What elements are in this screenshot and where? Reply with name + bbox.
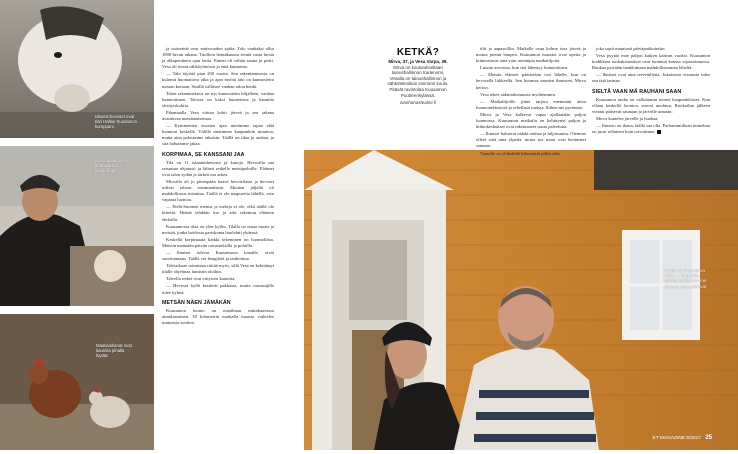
horse-caption: Islanninhevoset ovat Ilari Hallan Kuusamon kumppani.: [95, 114, 138, 130]
paragraph: Vesa pyytää mae paljon kaiken kahvan vuoksi. Kuusamon kodikkaat ruokakattaukset ovat luonnon kanssa sopusoinnussa. Ruokaa pyritään hankkimaan mahdollisimman läheltä.: [592, 53, 710, 71]
paragraph: Keskellä korpimaata kaikki tekeminen on luonnollista. Metsiin mennään päivän ratsastuksilla ja poluilla.: [162, 236, 274, 248]
paragraph: Talviaikaan toimintaa riittää myös, sillä Vesa on kehittänyt tilalle ohjelmaa lumisiin oloihin.: [162, 263, 274, 275]
paragraph: — Ihmiset tulevat Kuusamoon lomalle, eivät suorittamaan. Täällä voi hengittää ja rauhoittua.: [162, 250, 274, 262]
paragraph: Vesa tekee aidanrakennusta myöhemmin.: [480, 91, 557, 97]
paragraph: Mirva kantelee järvelle ja huokaa.: [596, 116, 659, 122]
subheading: SIELTÄ VAAN MÄ RAUHANI SAAN: [592, 88, 682, 95]
info-box-names: Mirva, 37, ja Vesa Varpa, 39.: [388, 59, 448, 64]
paragraph: Kuusamon rauha on valloittanut monet kaupunkilaiset. Kun ollaan keskellä luontoa, stressi unohtuu. Ruokailun jälkeen vieraat pääsevät saunaan ja järvelle uimaan.: [592, 96, 710, 114]
paragraph: Mirvalla oli jo pitempään haave hevostilasta ja hevoset tulivat taloon ensimmäisinä. Muuten jäljellä oli mahdollisuus toteuttaa. Täällä ei ole naapureita lähellä, vain vapaata luontoa.: [162, 178, 274, 203]
hens-caption: Maatiaiskanat ovat kauniita pihalla löytää.: [96, 343, 132, 359]
article-column-4: [592, 46, 710, 192]
paragraph: — Talo täyttää pian 200 vuotta. Sen rakentamisesta on kulunut huomattava aika ja ajan myötä talo on kunnostettu useaan kertaan. Sisällä vallitsee vanhan talon henki.: [162, 71, 274, 89]
paragraph: Tila on 11 islanninhevosta ja kanoja. Hevosilla saa ratsastaa ohjatusti ja lähteä retkelle metsäpoluille. Eläimet ovat talon sydän ja tärkeä osa arkea.: [162, 159, 274, 177]
man-caption: Ilari tarjoaa myös uhanalaisia kanarotuja.: [95, 158, 128, 174]
paragraph: — Metsän eläimet päästetään tosi lähelle, kun on hevosella liikkeellä. Sen huomaa monien ihmisten, Mirva kertoo.: [476, 72, 586, 90]
paragraph: Mirva ja Vesa kulkevat vapaa ajallaankin paljon luonnossa. Kuusamon matkailu on kehittynyt paljon ja hiihtokeskukset ovat rakentaneet uusia palveluita.: [476, 111, 586, 130]
couple-photo: [304, 150, 738, 450]
hens-image: [0, 314, 154, 450]
paragraph: Kuusamossa tilaa on ylen kyllin. Tilalla on omaa maata ja metsää, jonka hoidosta pariskunta huolehtii yhdessä.: [162, 223, 274, 235]
couple-caption: Luonto on Kuusamon vahti. — Sen takia meidän täällä olemme. Mirva ja Vesa sanovat.: [664, 268, 708, 289]
paragraph: Talvella retket ovat erityisen kauniita.: [166, 276, 236, 282]
paragraph: joka sopii mainiosti päiväpatikointiin.: [596, 46, 666, 51]
hens-photo: [0, 314, 154, 450]
info-box: [385, 47, 451, 106]
subheading: KORPIMAA, SE KANSSANI JAA: [162, 151, 245, 158]
paragraph: Kuusamon luonto on maailman mittakaavassa ainutlaatuinen. 30 kilometrin matkalla maasto vaihtelee tunturista suohon.: [162, 307, 274, 326]
paragraph: Luonto arvostaa, kun sitä lähestyy kunnioittaen.: [480, 65, 569, 71]
paragraph: Talon rakennuskuva on nyt kunnostettu hiljalleen, vanhaa kunnioittaen. Talossa on kaksi huoneistoa ja kauniita yksityiskohtia.: [162, 90, 274, 108]
paragraph: — Hevoset kyllä kestävät pakkasta, mutta ratsastajille tulee kylmä.: [162, 283, 274, 295]
magazine-name: ET MAGAZINE 5/2017: [652, 436, 701, 441]
paragraph: — Etelä-Suomen menoa ja meluja ei ole, eikä täällä ole kiirettä. Heinät tehdään itse ja arki rakentuu eläinten ehdoilla.: [162, 204, 274, 222]
paragraph: — Ihmiset haluavat nähdä rauhaa ja hiljaisuutta. Olemme olleet siitä aina ylpeitä, mutta nyt muut ovat heränneet samaan.: [476, 131, 586, 149]
info-box-text: Mirva on koulutukseltaan taloushallinnon tradenomi, Vesalla on taloushallinnon ja sähkötekniikan insinööri koulu. Pitävät ravintolaa Kuusamon Puutteenkylässä.: [387, 64, 449, 98]
paragraph: Vaaralle on ylidedeltä kilometriä pitkä retki.: [480, 150, 562, 156]
couple-image: [304, 150, 738, 450]
info-box-title: KETKÄ?: [396, 47, 440, 58]
paragraph: — Kymmenien vuosien ajan mietimme tapaa elää luonnon keskellä. Välillä mietimme kaupunkiin muuttoa, mutta aina palasimme takaisin. Täällä on tilaa ja rauhaa, ja sitä haluamme jakaa.: [162, 123, 274, 147]
paragraph: — Ilmasto on ihana, täällä saa olla. Parhaimmillaan tunnelma on juuri sellainen kuin toivoimme.: [592, 123, 710, 135]
paragraph: tilit ja aapasoillin. Matkalle osuu kolme isoa järveä ja monta pientä lampea. Kuusamon maastot ovat upeita ja kiinnostavat aina vain useampia matkailijoita.: [476, 46, 586, 64]
end-mark-icon: [657, 130, 661, 134]
paragraph: ja sisäseinät ovat entisvuoden ajalta. Talo vanhaksi ollut 1800-luvun aikana. Tuolloin heinäkuussa seiniä vasta hirsiä ja alkuperäinen ajan lattia. Ennen oli vähän sauna ja pirtti. Vesa oli töissä sähköyhtiössä ja entä kumartaa.: [162, 46, 274, 70]
paragraph: — Matkailijoille pitää tarjota enemmän aitoa luonnonelämystä ja rehellistä ruokaa. Siihen me pyrimme.: [476, 98, 586, 110]
paragraph: — Ihmiset ovat aina tervetulleita. Jokaisesta vieraasta tulee osa tätä tarinaa.: [592, 72, 710, 84]
article-column-3: [476, 46, 586, 156]
subheading: METSÄN NÄEN JÄMÄKÄN: [162, 299, 231, 306]
page-footer: [653, 435, 712, 441]
page-number: 25: [705, 435, 712, 441]
paragraph: Pihamaalla Vesa viittaa kohti järveä ja sen takana avautuvaa metsämaisemaa.: [162, 109, 274, 122]
article-column-1: [162, 46, 274, 450]
info-box-url: wanhanastealmi.fi: [399, 100, 437, 106]
